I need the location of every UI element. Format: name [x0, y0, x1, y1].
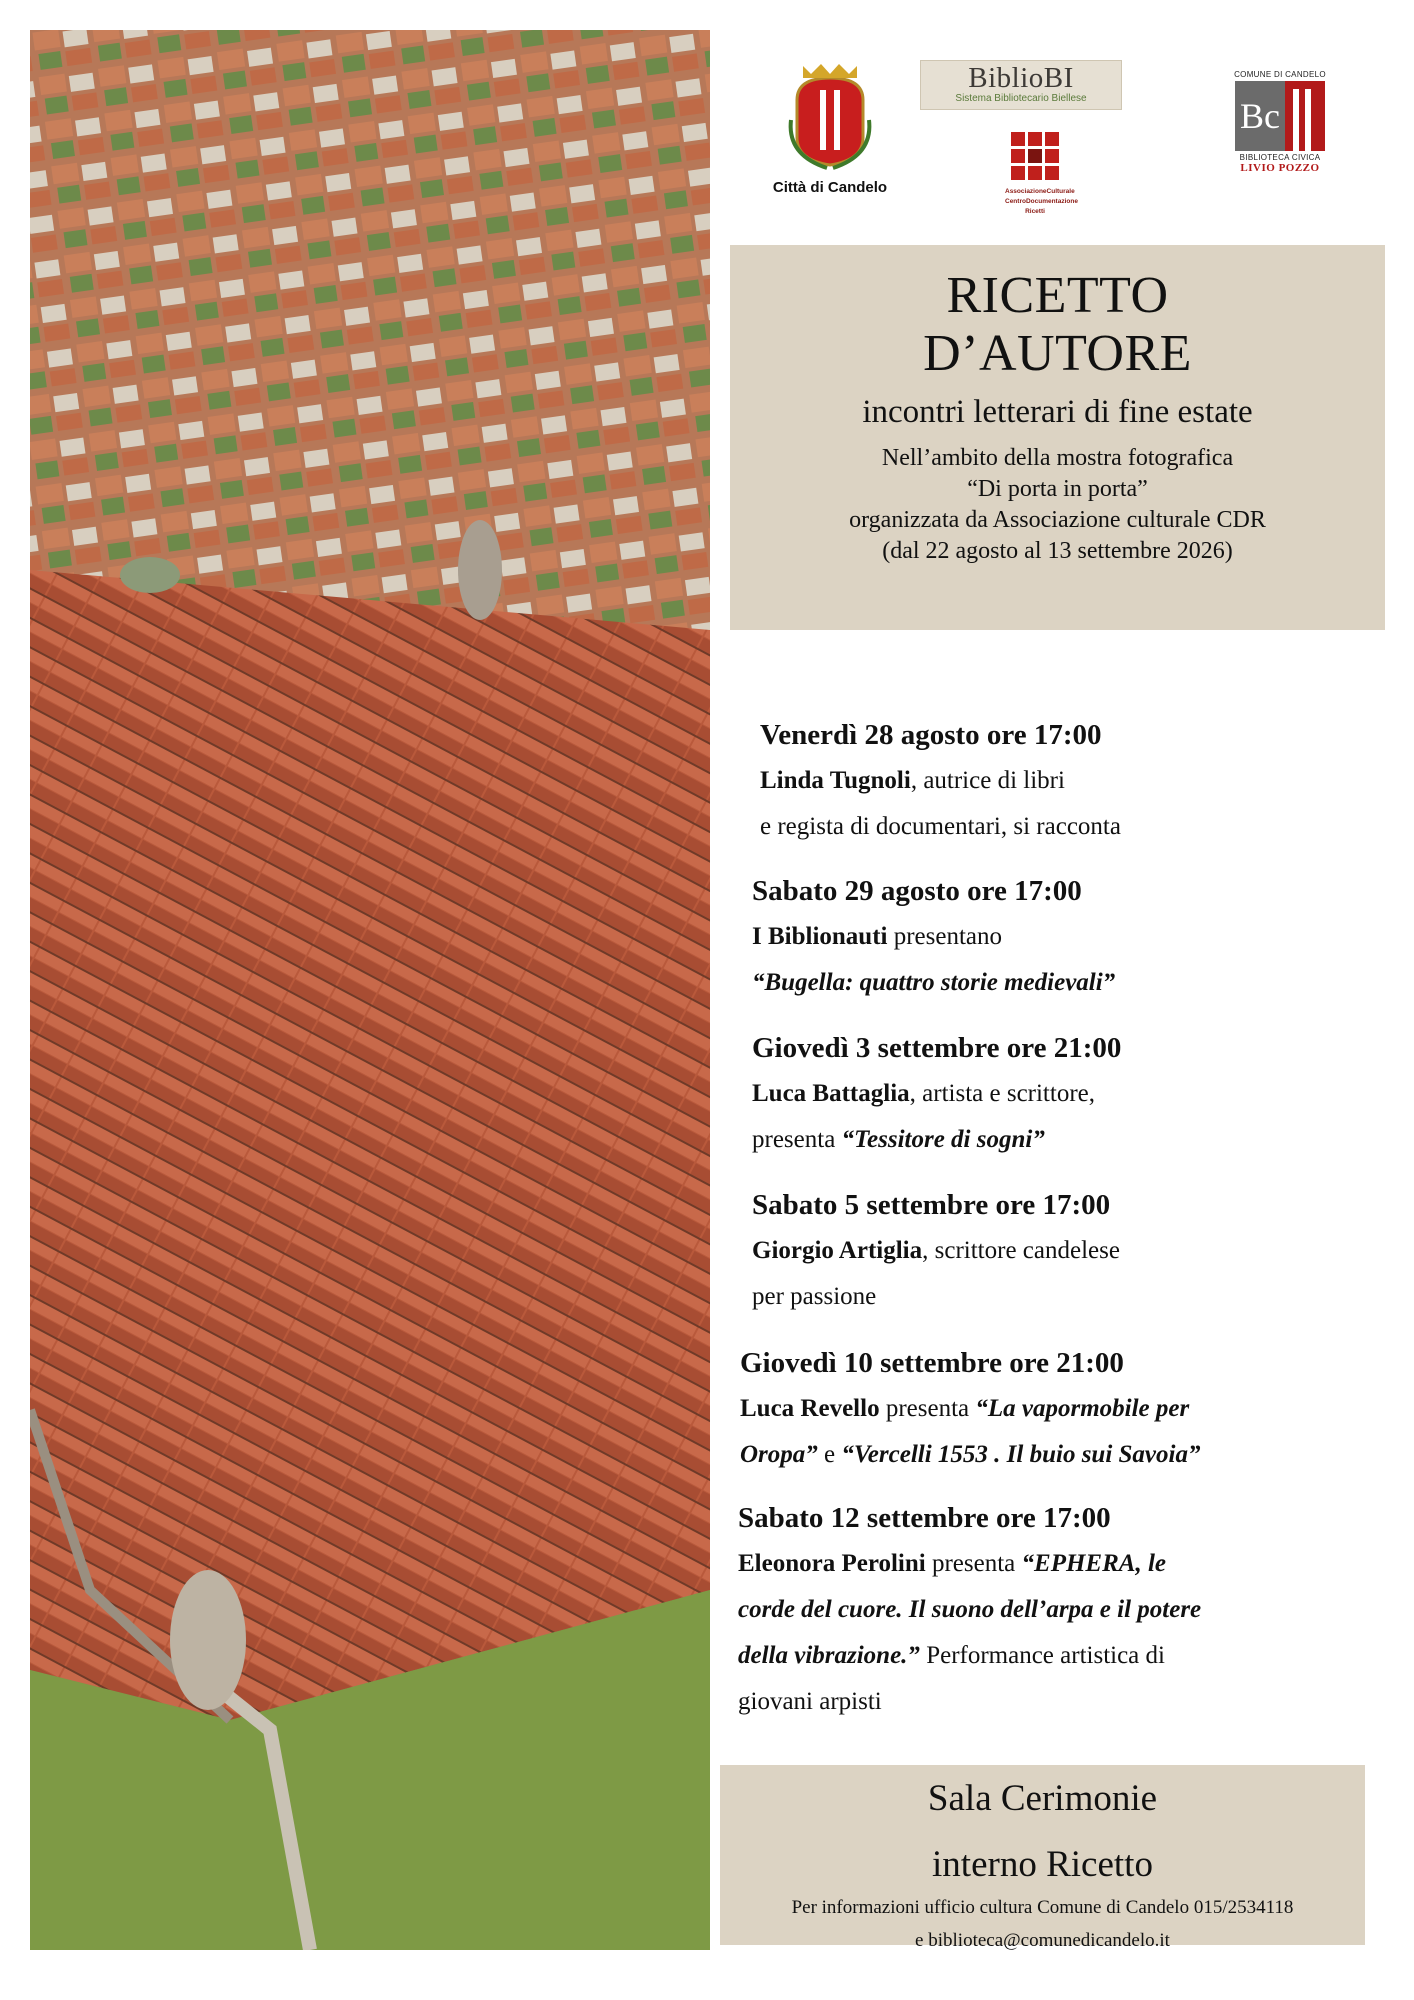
event-date: Giovedì 3 settembre ore 21:00	[752, 1032, 1122, 1064]
city-of-candelo-logo	[750, 60, 910, 196]
event-speaker: Giorgio Artiglia	[752, 1237, 923, 1264]
intro-line-1: Nell’ambito della mostra fotografica	[881, 445, 1234, 471]
event-text: presenta	[925, 1550, 1022, 1577]
event-text: presenta	[879, 1395, 976, 1422]
associazione-cdr-logo	[1005, 130, 1078, 217]
event-speaker: Luca Battaglia	[752, 1080, 910, 1107]
bibliobi-logo	[920, 60, 1122, 110]
event-6	[738, 1495, 1201, 1725]
aerial-photo-ricetto	[30, 30, 710, 1950]
venue-line-2: interno Ricetto	[932, 1844, 1153, 1885]
event-title: della vibrazione.”	[738, 1642, 920, 1669]
event-title: “Tessitore di sogni”	[841, 1126, 1045, 1153]
event-text: , scrittore candelese	[922, 1237, 1120, 1264]
event-date: Sabato 29 agosto ore 17:00	[752, 875, 1082, 907]
event-text: , artista e scrittore,	[909, 1080, 1095, 1107]
sponsor-logos	[720, 50, 1400, 240]
event-title: “EPHERA, le	[1021, 1550, 1166, 1577]
event-speaker: Eleonora Perolini	[738, 1550, 926, 1577]
bc-mark	[1235, 81, 1325, 151]
event-text: e regista di documentari, si racconta	[760, 813, 1121, 840]
event-text: e	[817, 1441, 842, 1468]
event-text: presenta	[752, 1126, 842, 1153]
subtitle: incontri letterari di fine estate	[862, 394, 1253, 430]
title-line-1: RICETTO	[946, 267, 1169, 324]
bibliobi-name: BiblioBI	[968, 62, 1074, 94]
event-speaker: Linda Tugnoli	[760, 767, 911, 794]
venue-line-1: Sala Cerimonie	[927, 1778, 1158, 1819]
bc-top-text: COMUNE DI CANDELO	[1234, 70, 1326, 79]
event-title: Oropa”	[740, 1441, 818, 1468]
event-title: “Bugella: quattro storie medievali”	[752, 969, 1116, 996]
event-4	[752, 1182, 1120, 1320]
event-title: “La vapormobile per	[975, 1395, 1190, 1422]
bc-line-2: LIVIO POZZO	[1240, 162, 1320, 174]
event-date: Giovedì 10 settembre ore 21:00	[740, 1347, 1124, 1379]
assoc-line-2: CentroDocumentazione	[1005, 198, 1078, 205]
event-text: Performance artistica di	[919, 1642, 1165, 1669]
contact-phone: Per informazioni ufficio cultura Comune di Candelo 015/2534118	[791, 1897, 1294, 1918]
assoc-line-3: Ricetti	[1025, 208, 1045, 215]
biblioteca-civica-logo	[1230, 70, 1330, 174]
coat-of-arms-icon	[787, 60, 873, 170]
bibliobi-subtitle: Sistema Bibliotecario Biellese	[955, 93, 1087, 104]
event-text: giovani arpisti	[738, 1688, 882, 1715]
cdr-grid-icon	[1009, 130, 1061, 182]
event-text: per passione	[752, 1283, 877, 1310]
event-date: Venerdì 28 agosto ore 17:00	[760, 719, 1102, 751]
intro-line-2: “Di porta in porta”	[967, 476, 1148, 502]
bc-line-1: BIBLIOTECA CIVICA	[1239, 153, 1321, 162]
intro-line-4: (dal 22 agosto al 13 settembre 2026)	[882, 538, 1233, 564]
event-speaker: Luca Revello	[740, 1395, 880, 1422]
intro-line-3: organizzata da Associazione culturale CDR	[849, 507, 1266, 533]
title-panel	[730, 245, 1385, 630]
event-date: Sabato 12 settembre ore 17:00	[738, 1502, 1111, 1534]
intro-text	[730, 443, 1385, 567]
event-1	[760, 712, 1121, 850]
contact-email: e biblioteca@comunedicandelo.it	[915, 1930, 1170, 1951]
event-title: corde del cuore. Il suono dell’arpa e il potere	[738, 1596, 1202, 1623]
event-text: presentano	[887, 923, 1003, 950]
assoc-line-1: AssociazioneCulturale	[1005, 188, 1075, 195]
event-2	[752, 868, 1115, 1006]
bc-letters: Bc	[1235, 81, 1285, 151]
event-date: Sabato 5 settembre ore 17:00	[752, 1189, 1111, 1221]
event-speaker: I Biblionauti	[752, 923, 888, 950]
event-5	[740, 1340, 1200, 1478]
event-3	[752, 1025, 1121, 1163]
title-line-2: D’AUTORE	[923, 325, 1192, 382]
event-title: “Vercelli 1553 . Il buio sui Savoia”	[841, 1441, 1201, 1468]
city-logo-caption: Città di Candelo	[772, 179, 888, 196]
venue-panel	[720, 1765, 1365, 1951]
event-text: , autrice di libri	[910, 767, 1065, 794]
